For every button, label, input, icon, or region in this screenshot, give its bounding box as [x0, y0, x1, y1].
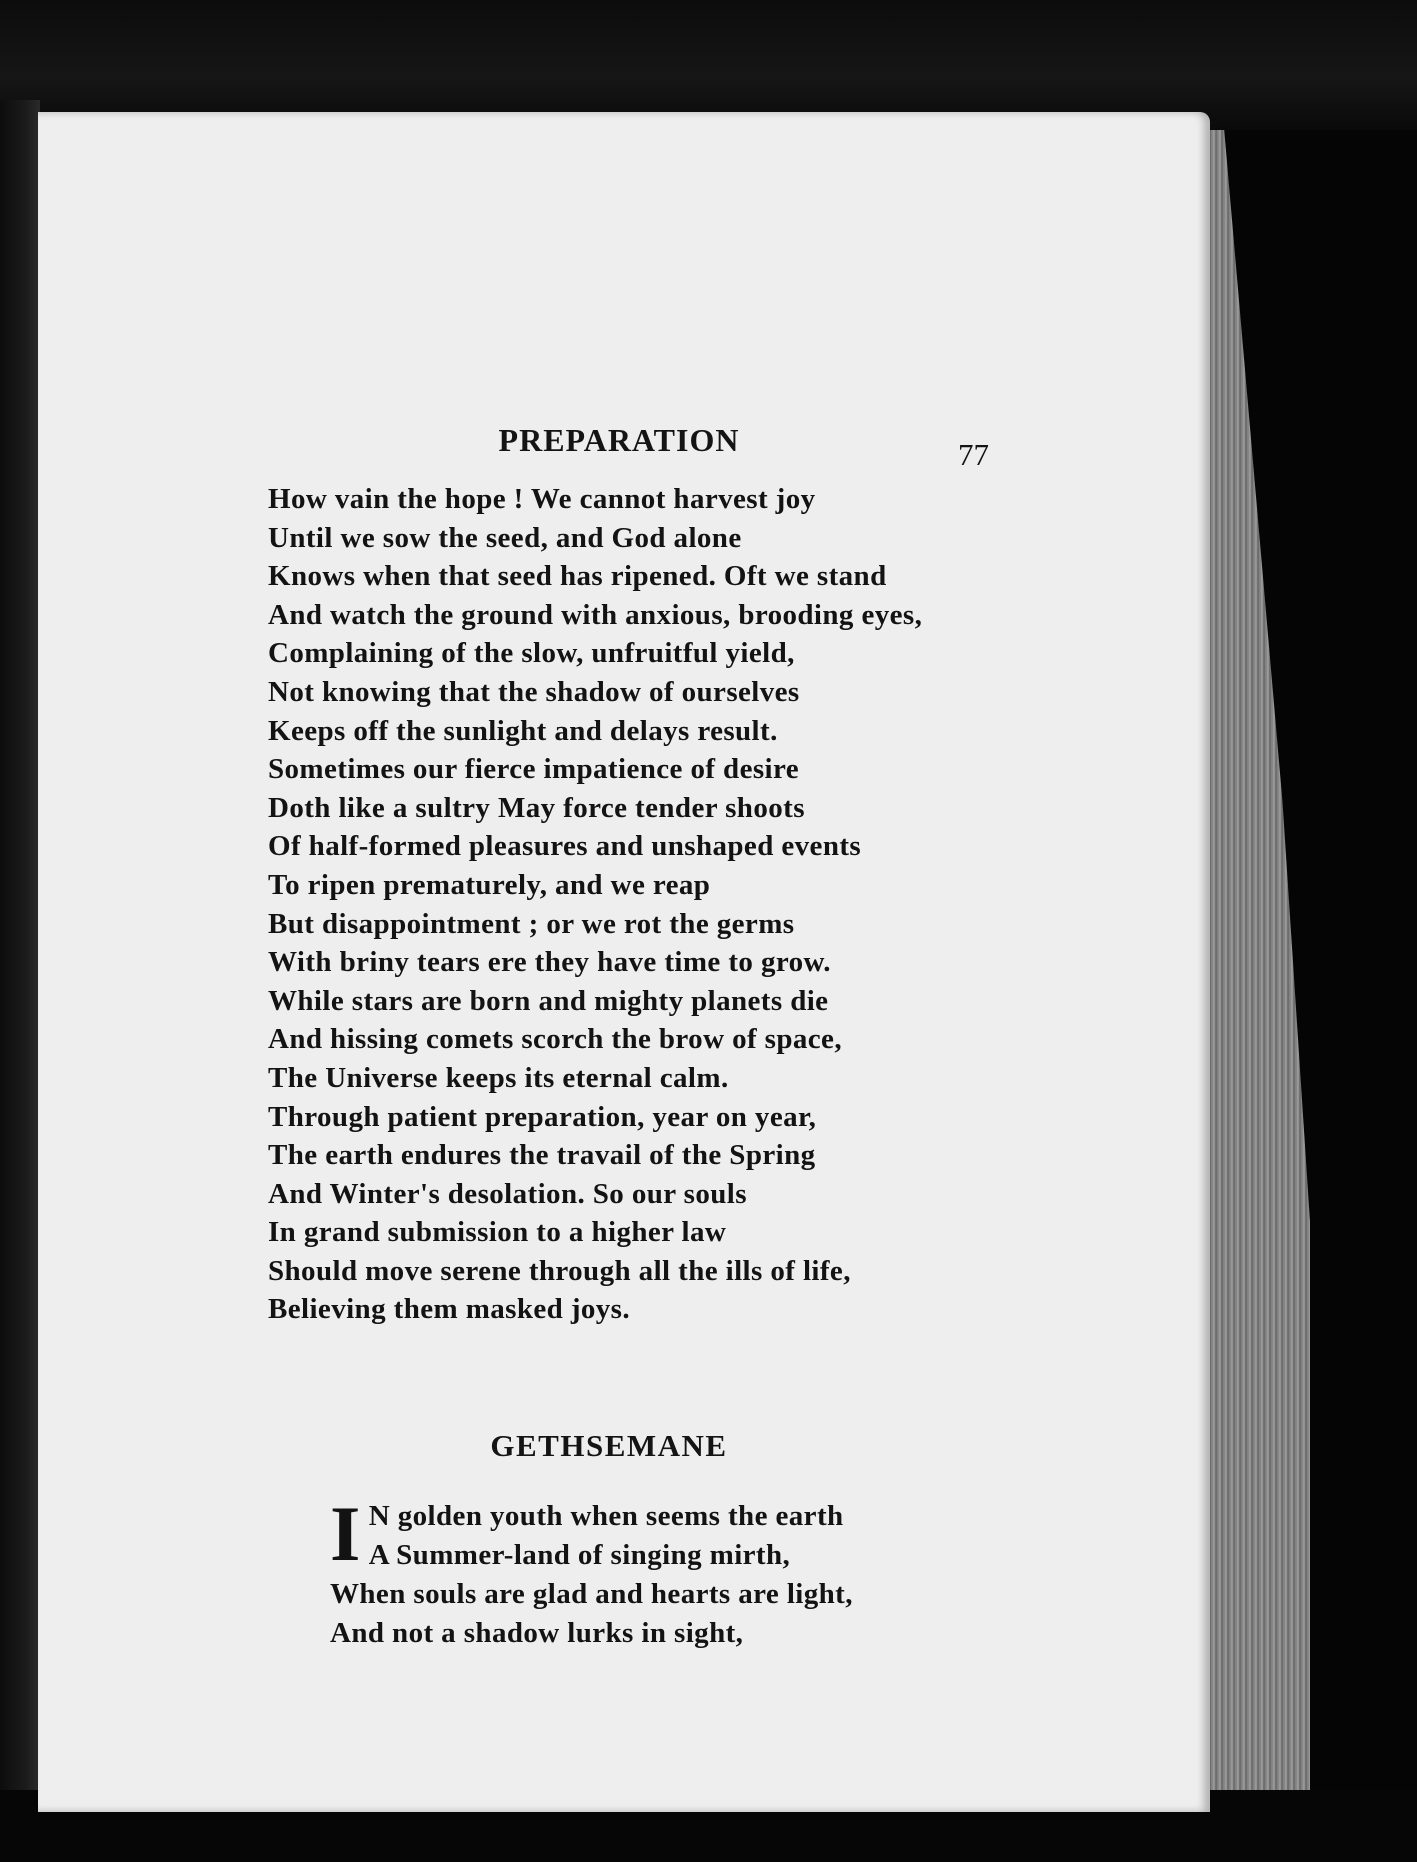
- poem-line: Keeps off the sunlight and delays result.: [268, 714, 778, 747]
- poem-line: Sometimes our fierce impatience of desire: [268, 753, 800, 786]
- poem-line: To ripen prematurely, and we reap: [268, 868, 711, 901]
- poem-line: But disappointment ; or we rot the germs: [268, 907, 795, 940]
- poem-line: Of half-formed pleasures and unshaped events: [268, 830, 862, 863]
- page-number: 77: [958, 437, 989, 472]
- poem-line: Complaining of the slow, unfruitful yield,: [268, 637, 795, 670]
- next-poem-stanza: [330, 1490, 853, 1653]
- running-head: PREPARATION: [498, 422, 740, 458]
- poem-line: The earth endures the travail of the Spring: [268, 1139, 816, 1172]
- stanza-line: A Summer-land of singing mirth,: [368, 1539, 791, 1571]
- drop-cap-block: [330, 1490, 853, 1577]
- poem-line: With briny tears ere they have time to grow.: [268, 946, 831, 979]
- next-poem-title: GETHSEMANE: [490, 1428, 728, 1463]
- poem-body: [268, 480, 922, 1329]
- drop-cap: I: [330, 1490, 361, 1577]
- poem-line: In grand submission to a higher law: [268, 1216, 727, 1249]
- poem-line: Through patient preparation, year on year,: [268, 1100, 817, 1133]
- poem-line: And watch the ground with anxious, brooding eyes,: [268, 598, 923, 631]
- scan-background-top: [0, 0, 1417, 130]
- poem-line: Doth like a sultry May force tender shoots: [268, 791, 805, 824]
- poem-line: And hissing comets scorch the brow of space,: [268, 1023, 842, 1056]
- stanza-line: N golden youth when seems the earth: [368, 1500, 844, 1532]
- stanza-line: When souls are glad and hearts are light,: [330, 1578, 853, 1610]
- poem-line: The Universe keeps its eternal calm.: [268, 1061, 729, 1094]
- poem-line: Not knowing that the shadow of ourselves: [268, 675, 800, 708]
- poem-line: Believing them masked joys.: [268, 1293, 631, 1326]
- book-page: [38, 112, 1210, 1812]
- poem-line: Until we sow the seed, and God alone: [268, 521, 742, 554]
- poem-line: And Winter's desolation. So our souls: [268, 1177, 747, 1210]
- poem-line: Knows when that seed has ripened. Oft we stand: [268, 560, 887, 593]
- poem-line: While stars are born and mighty planets die: [268, 984, 829, 1017]
- left-page-edge: [0, 100, 40, 1800]
- page-edges-right: [1200, 130, 1310, 1810]
- poem-line: How vain the hope ! We cannot harvest joy: [268, 483, 816, 515]
- poem-line: Should move serene through all the ills of life,: [268, 1254, 851, 1287]
- stanza-line: And not a shadow lurks in sight,: [330, 1617, 744, 1649]
